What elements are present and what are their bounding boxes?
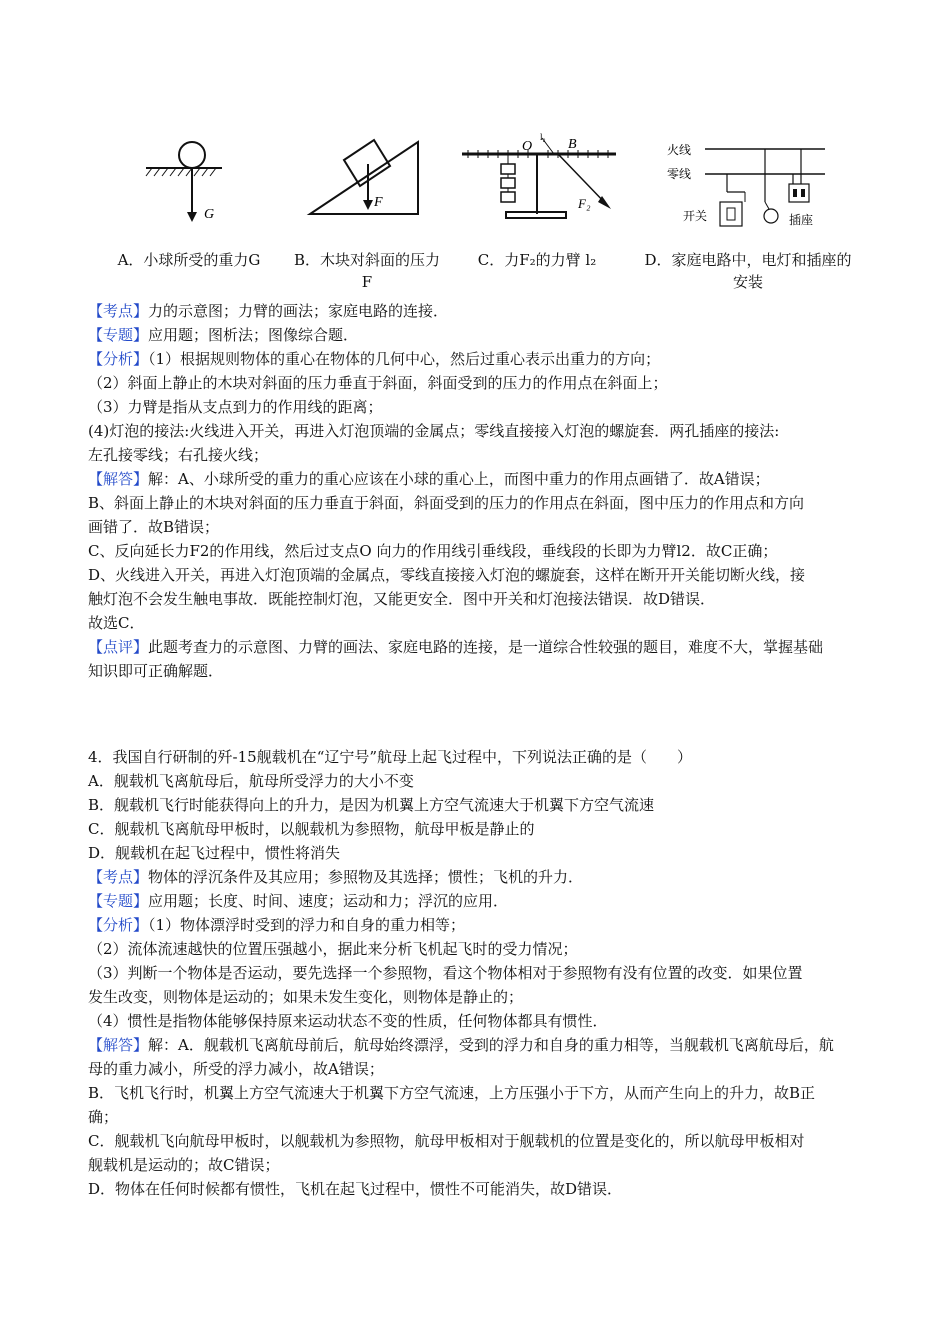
kaodian-tag: 【考点】 (88, 302, 149, 320)
caption-d-line2: 安装 (732, 273, 763, 291)
q3-fenxi: 【分析】（1）根据规则物体的重心在物体的几何中心，然后过重心表示出重力的方向； (88, 350, 661, 368)
svg-text:G: G (204, 207, 215, 222)
q4-block (88, 745, 878, 1201)
text-line: 画错了．故B错误； (88, 518, 220, 536)
zhuanti-tag: 【专题】 (88, 892, 149, 910)
text-line: （3）力臂是指从支点到力的作用线的距离； (88, 398, 383, 416)
jieda-tag: 【解答】 (88, 470, 149, 488)
figure-b (306, 128, 426, 224)
q4-kaodian: 【考点】物体的浮沉条件及其应用；参照物及其选择；惯性；飞机的升力． (88, 868, 584, 886)
svg-text:B: B (568, 137, 577, 152)
q3-jieda: 【解答】解：A、小球所受的重力的重心应该在小球的重心上，而图中重力的作用点画错了．故A错误； (88, 470, 770, 488)
jieda-tag: 【解答】 (88, 1036, 149, 1054)
zhuanti-tag: 【专题】 (88, 326, 149, 344)
text-line: (4)灯泡的接法:火线进入开关，再进入灯泡顶端的金属点；零线直接接入灯泡的螺旋套．两孔插座的接法: (88, 422, 780, 440)
text-line: C、反向延长力F2的作用线，然后过支点O 向力的作用线引垂线段，垂线段的长即为力臂l2．故C正确； (88, 542, 778, 560)
caption-b-line1: B．木块对斜面的压力 (293, 251, 441, 269)
text-line: （2）流体流速越快的位置压强越小，据此来分析飞机起飞时的受力情况； (88, 940, 578, 958)
text-line: （2）斜面上静止的木块对斜面的压力垂直于斜面，斜面受到的压力的作用点在斜面上； (88, 374, 668, 392)
caption-b (282, 249, 452, 293)
text-line: 母的重力减小，所受的浮力减小，故A错误； (88, 1060, 384, 1078)
q4-option-c: C．舰载机飞离航母甲板时，以舰载机为参照物，航母甲板是静止的 (88, 820, 535, 838)
svg-text:插座: 插座 (789, 213, 814, 227)
svg-text:F₂: F₂ (578, 196, 591, 211)
text-line: 知识即可正确解题． (88, 662, 224, 680)
q4-stem: 4．我国自行研制的歼-15舰载机在“辽宁号”航母上起飞过程中，下列说法正确的是（ ） (88, 748, 693, 766)
kaodian-tag: 【考点】 (88, 868, 149, 886)
caption-c-text: C．力F₂的力臂 l₂ (477, 251, 597, 269)
caption-d-line1: D．家庭电路中，电灯和插座的 (644, 251, 852, 269)
dianping-tag: 【点评】 (88, 638, 149, 656)
text-line: 触灯泡不会发生触电事故．既能控制灯泡，又能更安全．图中开关和灯泡接法错误．故D错误． (88, 590, 716, 608)
q3-analysis (88, 299, 878, 683)
caption-c (462, 249, 612, 271)
caption-d (628, 249, 868, 293)
text-line: 发生改变，则物体是运动的；如果未发生变化，则物体是静止的； (88, 988, 524, 1006)
figure-a (140, 128, 230, 228)
q4-zhuanti: 【专题】应用题；长度、时间、速度；运动和力；浮沉的应用． (88, 892, 509, 910)
text-line: （3）判断一个物体是否运动，要先选择一个参照物，看这个物体相对于参照物有没有位置的改变．如果位置 (88, 964, 803, 982)
svg-text:l₂: l₂ (540, 132, 546, 142)
text-line: （4）惯性是指物体能够保持原来运动状态不变的性质，任何物体都具有惯性． (88, 1012, 608, 1030)
q3-kaodian: 【考点】力的示意图；力臂的画法；家庭电路的连接． (88, 302, 449, 320)
figure-d (665, 128, 830, 228)
figure-c (458, 128, 623, 228)
svg-text:O: O (522, 139, 533, 154)
text-line: 舰载机是运动的；故C错误； (88, 1156, 280, 1174)
q4-option-a: A．舰载机飞离航母后，航母所受浮力的大小不变 (88, 772, 414, 790)
text-line: B．飞机飞行时，机翼上方空气流速大于机翼下方空气流速，上方压强小于下方，从而产生向上的升力，故B正 (88, 1084, 816, 1102)
text-line: 左孔接零线；右孔接火线； (88, 446, 269, 464)
fenxi-tag: 【分析】 (88, 916, 149, 934)
svg-text:F: F (374, 195, 383, 210)
caption-a-text: A．小球所受的重力G (117, 251, 261, 269)
q3-zhuanti: 【专题】应用题；图析法；图像综合题． (88, 326, 359, 344)
svg-text:开关: 开关 (683, 209, 708, 223)
text-line: D．物体在任何时候都有惯性，飞机在起飞过程中，惯性不可能消失，故D错误． (88, 1180, 623, 1198)
text-line: 确； (88, 1108, 119, 1126)
svg-text:火线: 火线 (667, 143, 692, 157)
caption-a (104, 249, 274, 271)
q3-dianping: 【点评】此题考查力的示意图、力臂的画法、家庭电路的连接，是一道综合性较强的题目，难度不大，掌握基础 (88, 638, 824, 656)
svg-text:零线: 零线 (667, 167, 692, 181)
text-line: B、斜面上静止的木块对斜面的压力垂直于斜面，斜面受到的压力的作用点在斜面，图中压力的作用点和方向 (88, 494, 805, 512)
text-line: C．舰载机飞向航母甲板时，以舰载机为参照物，航母甲板相对于舰载机的位置是变化的，所以航母甲板相对 (88, 1132, 805, 1150)
q4-option-d: D．舰载机在起飞过程中，惯性将消失 (88, 844, 341, 862)
q4-option-b: B．舰载机飞行时能获得向上的升力，是因为机翼上方空气流速大于机翼下方空气流速 (88, 796, 655, 814)
q4-fenxi: 【分析】（1）物体漂浮时受到的浮力和自身的重力相等； (88, 916, 466, 934)
text-line: 故选C． (88, 614, 145, 632)
caption-b-line2: F (361, 273, 373, 291)
text-line: D、火线进入开关，再进入灯泡顶端的金属点，零线直接接入灯泡的螺旋套，这样在断开开关能切断火线，接 (88, 566, 806, 584)
q4-jieda: 【解答】解：A．舰载机飞离航母前后，航母始终漂浮，受到的浮力和自身的重力相等，当舰载机飞离航母后，航 (88, 1036, 834, 1054)
fenxi-tag: 【分析】 (88, 350, 149, 368)
